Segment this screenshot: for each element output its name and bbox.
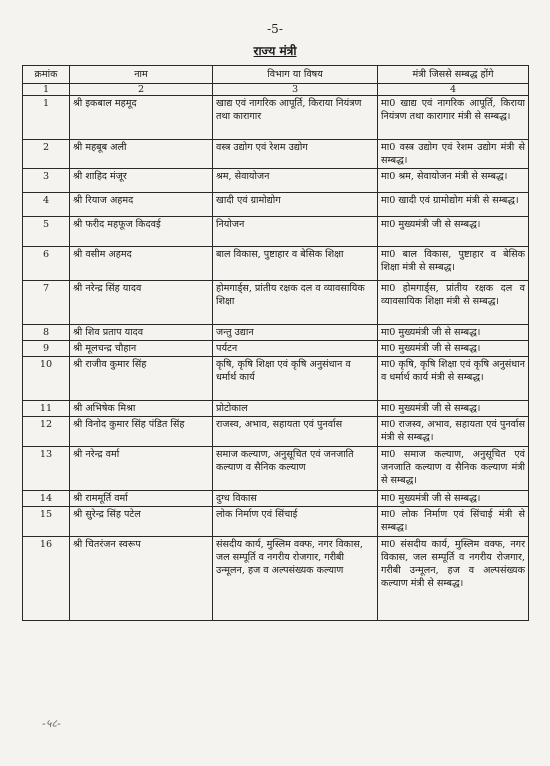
header-attached-minister: मंत्री जिससे सम्बद्ध होंगे bbox=[378, 66, 529, 84]
serial-cell: 4 bbox=[23, 193, 70, 217]
department-cell: संसदीय कार्य, मुस्लिम वक्फ, नगर विकास, जल सम्पूर्ति व नगरीय रोजगार, गरीबी उन्मूलन, हज व अल्पसंख्यक कल्याण bbox=[213, 537, 378, 621]
name-cell: श्री नरेन्द्र वर्मा bbox=[70, 447, 213, 491]
attached-minister-cell: मा0 राजस्व, अभाव, सहायता एवं पुनर्वास मंत्री से सम्बद्ध। bbox=[378, 417, 529, 447]
department-cell: श्रम, सेवायोजन bbox=[213, 169, 378, 193]
name-cell: श्री शिव प्रताप यादव bbox=[70, 325, 213, 341]
column-number: 1 bbox=[23, 84, 70, 96]
attached-minister-cell: मा0 समाज कल्याण, अनुसूचित एवं जनजाति कल्याण व सैनिक कल्याण मंत्री से सम्बद्ध। bbox=[378, 447, 529, 491]
department-cell: नियोजन bbox=[213, 217, 378, 247]
table-row bbox=[23, 447, 529, 491]
department-cell: लोक निर्माण एवं सिंचाई bbox=[213, 507, 378, 537]
name-cell: श्री नरेन्द्र सिंह यादव bbox=[70, 281, 213, 325]
table-row bbox=[23, 193, 529, 217]
department-cell: खाद्य एवं नागरिक आपूर्ति, किराया नियंत्रण तथा कारागार bbox=[213, 96, 378, 140]
page-title bbox=[0, 42, 550, 59]
page-title-text: राज्य मंत्री bbox=[253, 44, 297, 58]
attached-minister-cell: मा0 मुख्यमंत्री जी से सम्बद्ध। bbox=[378, 325, 529, 341]
attached-minister-cell: मा0 कृषि, कृषि शिक्षा एवं कृषि अनुसंधान व धर्मार्थ कार्य मंत्री से सम्बद्ध। bbox=[378, 357, 529, 401]
table-row bbox=[23, 140, 529, 169]
department-cell: बाल विकास, पुष्टाहार व बेसिक शिक्षा bbox=[213, 247, 378, 281]
table-row bbox=[23, 417, 529, 447]
department-cell: पर्यटन bbox=[213, 341, 378, 357]
department-cell: वस्त्र उद्योग एवं रेशम उद्योग bbox=[213, 140, 378, 169]
attached-minister-cell: मा0 खादी एवं ग्रामोद्योग मंत्री से सम्बद्ध। bbox=[378, 193, 529, 217]
department-cell: कृषि, कृषि शिक्षा एवं कृषि अनुसंधान व धर्मार्थ कार्य bbox=[213, 357, 378, 401]
serial-cell: 8 bbox=[23, 325, 70, 341]
attached-minister-cell: मा0 श्रम, सेवायोजन मंत्री से सम्बद्ध। bbox=[378, 169, 529, 193]
name-cell: श्री मूलचन्द्र चौहान bbox=[70, 341, 213, 357]
name-cell: श्री राममूर्ति वर्मा bbox=[70, 491, 213, 507]
header-name: नाम bbox=[70, 66, 213, 84]
minister-table bbox=[22, 65, 529, 621]
table-body bbox=[23, 84, 529, 621]
handwritten-page-mark: -५८- bbox=[42, 717, 61, 730]
department-cell: खादी एवं ग्रामोद्योग bbox=[213, 193, 378, 217]
attached-minister-cell: मा0 मुख्यमंत्री जी से सम्बद्ध। bbox=[378, 217, 529, 247]
name-cell: श्री महबूब अली bbox=[70, 140, 213, 169]
header-department: विभाग या विषय bbox=[213, 66, 378, 84]
name-cell: श्री विनोद कुमार सिंह पंडित सिंह bbox=[70, 417, 213, 447]
column-number-row bbox=[23, 84, 529, 96]
table-row bbox=[23, 537, 529, 621]
serial-cell: 13 bbox=[23, 447, 70, 491]
attached-minister-cell: मा0 वस्त्र उद्योग एवं रेशम उद्योग मंत्री से सम्बद्ध। bbox=[378, 140, 529, 169]
name-cell: श्री वसीम अहमद bbox=[70, 247, 213, 281]
name-cell: श्री राजीव कुमार सिंह bbox=[70, 357, 213, 401]
serial-cell: 10 bbox=[23, 357, 70, 401]
serial-cell: 2 bbox=[23, 140, 70, 169]
name-cell: श्री सुरेन्द्र सिंह पटेल bbox=[70, 507, 213, 537]
column-number: 2 bbox=[70, 84, 213, 96]
header-serial: क्रमांक bbox=[23, 66, 70, 84]
serial-cell: 15 bbox=[23, 507, 70, 537]
serial-cell: 6 bbox=[23, 247, 70, 281]
attached-minister-cell: मा0 संसदीय कार्य, मुस्लिम वक्फ, नगर विकास, जल सम्पूर्ति व नगरीय रोजगार, गरीबी उन्मूलन, हज व अल्पसंख्यक कल्याण मंत्री से सम्बद्ध। bbox=[378, 537, 529, 621]
department-cell: होमगार्ड्स, प्रांतीय रक्षक दल व व्यावसायिक शिक्षा bbox=[213, 281, 378, 325]
department-cell: प्रोटोकाल bbox=[213, 401, 378, 417]
table-row bbox=[23, 247, 529, 281]
serial-cell: 11 bbox=[23, 401, 70, 417]
department-cell: राजस्व, अभाव, सहायता एवं पुनर्वास bbox=[213, 417, 378, 447]
table-row bbox=[23, 217, 529, 247]
table-row bbox=[23, 281, 529, 325]
attached-minister-cell: मा0 खाद्य एवं नागरिक आपूर्ति, किराया नियंत्रण तथा कारागार मंत्री से सम्बद्ध। bbox=[378, 96, 529, 140]
department-cell: दुग्ध विकास bbox=[213, 491, 378, 507]
name-cell: श्री फरीद महफूज किदवई bbox=[70, 217, 213, 247]
table-row bbox=[23, 341, 529, 357]
attached-minister-cell: मा0 मुख्यमंत्री जी से सम्बद्ध। bbox=[378, 341, 529, 357]
attached-minister-cell: मा0 मुख्यमंत्री जी से सम्बद्ध। bbox=[378, 491, 529, 507]
department-cell: जन्तु उद्यान bbox=[213, 325, 378, 341]
table-row bbox=[23, 401, 529, 417]
serial-cell: 9 bbox=[23, 341, 70, 357]
serial-cell: 3 bbox=[23, 169, 70, 193]
attached-minister-cell: मा0 मुख्यमंत्री जी से सम्बद्ध। bbox=[378, 401, 529, 417]
attached-minister-cell: मा0 होमगार्ड्स, प्रांतीय रक्षक दल व व्यावसायिक शिक्षा मंत्री से सम्बद्ध। bbox=[378, 281, 529, 325]
page-number: -5- bbox=[267, 22, 283, 36]
attached-minister-cell: मा0 लोक निर्माण एवं सिंचाई मंत्री से सम्बद्ध। bbox=[378, 507, 529, 537]
department-cell: समाज कल्याण, अनुसूचित एवं जनजाति कल्याण व सैनिक कल्याण bbox=[213, 447, 378, 491]
name-cell: श्री शाहिद मंजूर bbox=[70, 169, 213, 193]
serial-cell: 16 bbox=[23, 537, 70, 621]
name-cell: श्री अभिषेक मिश्रा bbox=[70, 401, 213, 417]
table-row bbox=[23, 325, 529, 341]
header-row bbox=[23, 66, 529, 84]
column-number: 3 bbox=[213, 84, 378, 96]
name-cell: श्री इकबाल महमूद bbox=[70, 96, 213, 140]
name-cell: श्री रियाज अहमद bbox=[70, 193, 213, 217]
serial-cell: 14 bbox=[23, 491, 70, 507]
table-row bbox=[23, 96, 529, 140]
serial-cell: 1 bbox=[23, 96, 70, 140]
attached-minister-cell: मा0 बाल विकास, पुष्टाहार व बेसिक शिक्षा मंत्री से सम्बद्ध। bbox=[378, 247, 529, 281]
table-row bbox=[23, 169, 529, 193]
column-number: 4 bbox=[378, 84, 529, 96]
table-row bbox=[23, 357, 529, 401]
serial-cell: 12 bbox=[23, 417, 70, 447]
name-cell: श्री चितरंजन स्वरूप bbox=[70, 537, 213, 621]
serial-cell: 7 bbox=[23, 281, 70, 325]
table-row bbox=[23, 491, 529, 507]
serial-cell: 5 bbox=[23, 217, 70, 247]
table-row bbox=[23, 507, 529, 537]
